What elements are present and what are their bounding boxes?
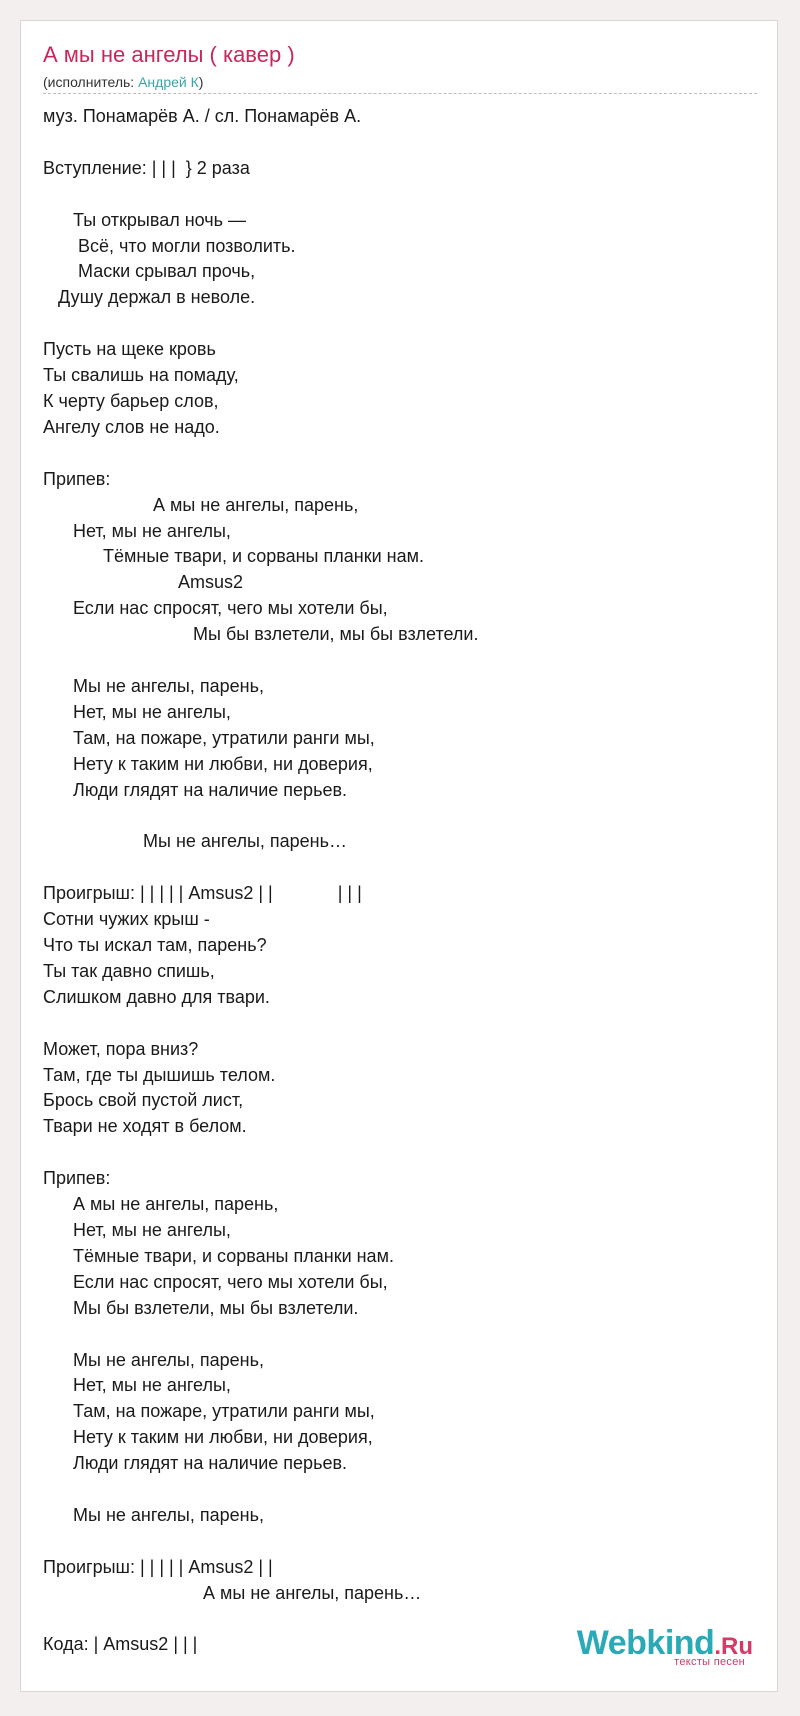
lyrics-page bbox=[20, 20, 778, 1692]
lyric-line: Нету к таким ни любви, ни доверия, bbox=[43, 1427, 373, 1448]
lyric-line: К черту барьер слов, bbox=[43, 390, 219, 411]
lyric-line: Ангелу слов не надо. bbox=[43, 416, 220, 437]
lyric-line: Мы не ангелы, парень… bbox=[43, 831, 347, 852]
artist-link[interactable]: Андрей К bbox=[138, 74, 199, 90]
lyric-line: Припев: bbox=[43, 468, 111, 489]
lyric-line: Amsus2 bbox=[43, 572, 244, 593]
lyric-line: Кода: | Amsus2 | | | bbox=[43, 1634, 198, 1655]
lyric-line: Мы не ангелы, парень, bbox=[43, 1504, 264, 1525]
lyric-line: Нету к таким ни любви, ни доверия, bbox=[43, 753, 373, 774]
lyric-line: А мы не ангелы, парень, bbox=[43, 1194, 279, 1215]
lyric-line: Маски срывал прочь, bbox=[43, 261, 256, 282]
lyric-line: Вступление: | | | } 2 раза bbox=[43, 157, 250, 178]
lyric-line: Припев: bbox=[43, 1168, 111, 1189]
song-title: А мы не ангелы ( кавер ) bbox=[43, 42, 295, 67]
lyric-line: А мы не ангелы, парень, bbox=[43, 494, 359, 515]
performer-prefix: (исполнитель: bbox=[43, 74, 139, 90]
lyric-line: Люди глядят на наличие перьев. bbox=[43, 779, 348, 800]
lyric-line: Всё, что могли позволить. bbox=[43, 235, 296, 256]
lyric-line: Люди глядят на наличие перьев. bbox=[43, 1453, 348, 1474]
lyric-line: Душу держал в неволе. bbox=[43, 287, 256, 308]
logo-wordmark: Webkind bbox=[576, 1624, 715, 1662]
lyrics-text bbox=[43, 104, 478, 1658]
lyric-line: Проигрыш: | | | | | Amsus2 | | bbox=[43, 1556, 273, 1577]
lyric-line: Там, на пожаре, утратили ранги мы, bbox=[43, 727, 375, 748]
header-divider bbox=[43, 93, 757, 94]
webkind-logo[interactable] bbox=[576, 1624, 753, 1668]
lyric-line: Тёмные твари, и сорваны планки нам. bbox=[43, 1245, 394, 1266]
lyric-line: Ты так давно спишь, bbox=[43, 960, 215, 981]
lyric-line: муз. Понамарёв А. / сл. Понамарёв А. bbox=[43, 106, 362, 126]
lyric-line: Тёмные твари, и сорваны планки нам. bbox=[43, 546, 424, 567]
lyric-line: Может, пора вниз? bbox=[43, 1038, 199, 1059]
lyric-line: Пусть на щеке кровь bbox=[43, 339, 216, 360]
lyric-line: Нет, мы не ангелы, bbox=[43, 1375, 231, 1396]
lyric-line: Мы не ангелы, парень, bbox=[43, 675, 264, 696]
lyric-line: Если нас спросят, чего мы хотели бы, bbox=[43, 1271, 388, 1292]
lyric-line: Брось свой пустой лист, bbox=[43, 1090, 244, 1111]
lyric-line: Что ты искал там, парень? bbox=[43, 935, 267, 955]
lyric-line: Проигрыш: | | | | | Amsus2 | | | | | bbox=[43, 883, 362, 904]
lyric-line: Там, где ты дышишь телом. bbox=[43, 1064, 276, 1085]
lyric-line: Нет, мы не ангелы, bbox=[43, 520, 231, 541]
performer-suffix: ) bbox=[198, 74, 204, 90]
lyric-line: Нет, мы не ангелы, bbox=[43, 701, 231, 722]
lyric-line: Сотни чужих крыш - bbox=[43, 909, 210, 930]
performer-line bbox=[43, 74, 203, 90]
lyric-line: Мы бы взлетели, мы бы взлетели. bbox=[43, 624, 479, 645]
lyric-line: Ты открывал ночь — bbox=[43, 209, 247, 230]
lyric-line: Мы бы взлетели, мы бы взлетели. bbox=[43, 1297, 359, 1318]
lyric-line: Там, на пожаре, утратили ранги мы, bbox=[43, 1401, 375, 1422]
lyric-line: Нет, мы не ангелы, bbox=[43, 1219, 231, 1240]
logo-tagline: тексты песен bbox=[674, 1656, 745, 1668]
lyric-line: А мы не ангелы, парень… bbox=[43, 1582, 422, 1603]
lyric-line: Если нас спросят, чего мы хотели бы, bbox=[43, 598, 388, 619]
lyric-line: Слишком давно для твари. bbox=[43, 986, 270, 1007]
lyric-line: Мы не ангелы, парень, bbox=[43, 1349, 264, 1370]
logo-tld: .Ru bbox=[714, 1633, 753, 1660]
lyric-line: Твари не ходят в белом. bbox=[43, 1116, 247, 1137]
lyric-line: Ты свалишь на помаду, bbox=[43, 365, 239, 386]
